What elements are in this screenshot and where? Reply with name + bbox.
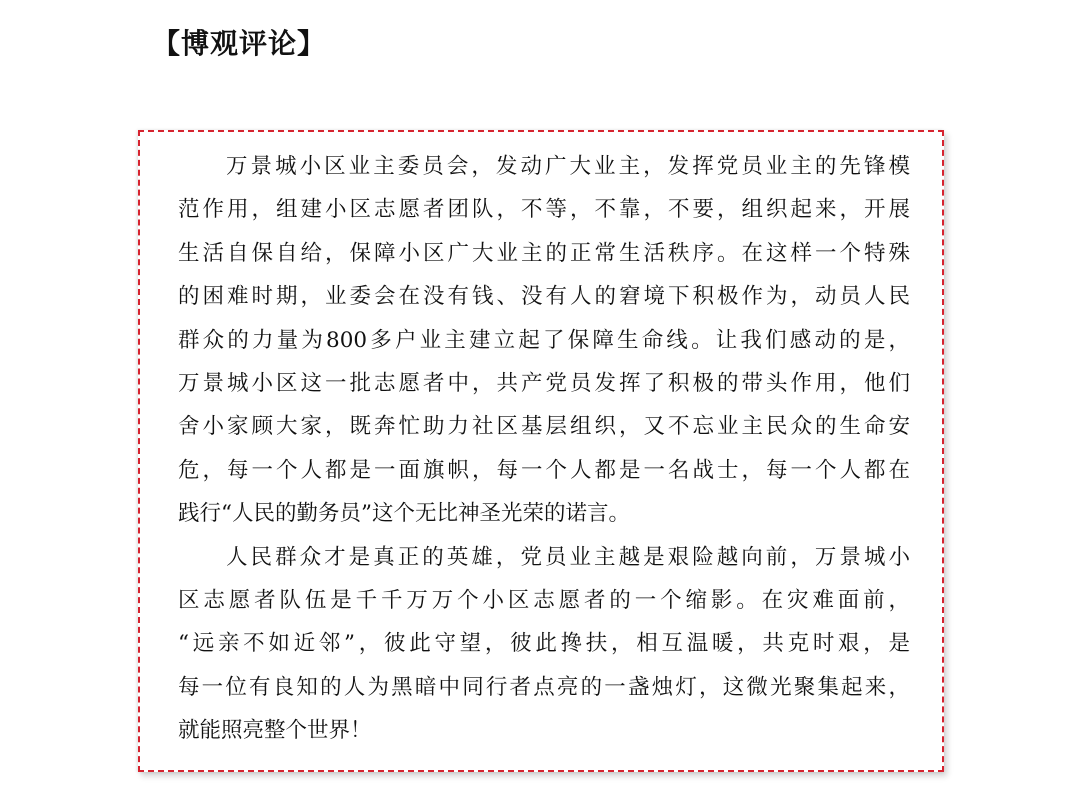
paragraph-1-line-5: 群众的力量为800多户业主建立起了保障生命线。让我们感动的是，: [178, 327, 910, 353]
paragraph-1-line-2: 范作用，组建小区志愿者团队，不等，不靠，不要，组织起来，开展: [178, 197, 910, 223]
paragraph-2-line-4: 每一位有良知的人为黑暗中同行者点亮的一盏烛灯，这微光聚集起来，: [178, 674, 910, 700]
paragraph-2-line-3: “远亲不如近邻”，彼此守望，彼此搀扶，相互温暖，共克时艰，是: [178, 631, 910, 657]
paragraph-1-line-9: 践行“人民的勤务员”这个无比神圣光荣的诺言。: [178, 501, 630, 527]
paragraph-1-line-3: 生活自保自给，保障小区广大业主的正常生活秩序。在这样一个特殊: [178, 240, 910, 266]
section-heading: 【博观评论】: [152, 27, 327, 60]
commentary-text: [178, 145, 910, 752]
paragraph-1-line-4: 的困难时期，业委会在没有钱、没有人的窘境下积极作为，动员人民: [178, 284, 910, 310]
paragraph-1-line-1: 万景城小区业主委员会，发动广大业主，发挥党员业主的先锋模: [226, 154, 910, 179]
paragraph-2-line-5: 就能照亮整个世界！: [178, 718, 372, 744]
paragraph-1-line-7: 舍小家顾大家，既奔忙助力社区基层组织，又不忘业主民众的生命安: [178, 414, 910, 440]
paragraph-2-line-2: 区志愿者队伍是千千万万个小区志愿者的一个缩影。在灾难面前，: [178, 587, 910, 613]
paragraph-1-line-6: 万景城小区这一批志愿者中，共产党员发挥了积极的带头作用，他们: [178, 370, 910, 396]
paragraph-1-line-8: 危，每一个人都是一面旗帜，每一个人都是一名战士，每一个人都在: [178, 457, 910, 483]
paragraph-2-line-1: 人民群众才是真正的英雄，党员业主越是艰险越向前，万景城小: [226, 544, 910, 570]
